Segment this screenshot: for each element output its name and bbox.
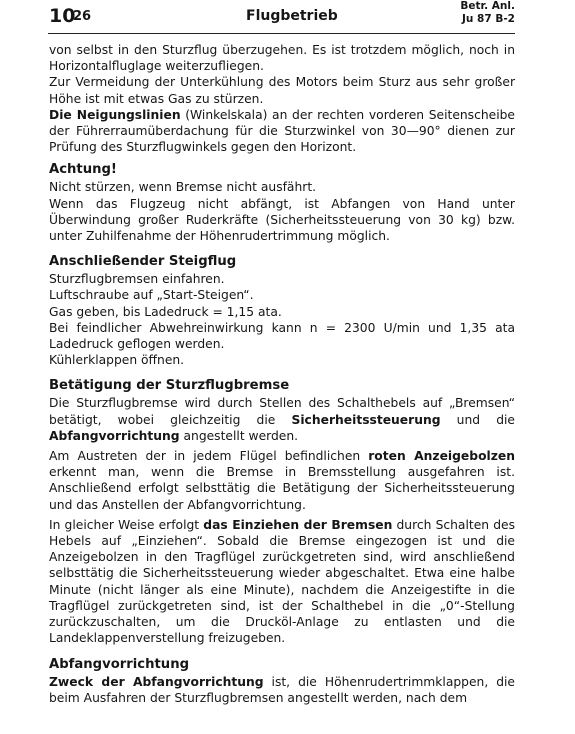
bold-term: Die Neigungslinien — [49, 107, 181, 122]
section-heading: Abfangvorrichtung — [49, 656, 190, 672]
section-heading: Anschließender Steigflug — [49, 254, 237, 270]
section-heading: Betätigung der Sturzflugbremse — [49, 378, 290, 394]
body-text — [49, 42, 515, 706]
paragraph: Die Sturzflugbremse wird durch Stellen des Schalthebels auf „Bremsen“ betätigt, wobei gleichzeitig die Sicherheitssteuerung und die Abfangvorrichtung angestellt werden. — [49, 396, 515, 443]
paragraph: Gas geben, bis Ladedruck = 1,15 ata. — [49, 304, 282, 319]
header-title: Flugbetrieb — [246, 8, 338, 24]
page-number: 10 — [49, 5, 76, 27]
section-heading: Achtung! — [49, 162, 117, 178]
paragraph: Am Austreten der in jedem Flügel befindlichen roten Anzeigebolzen erkennt man, wenn die Bremse in Bremsstellung ausgefahren ist. Anschließend erfolgt selbsttätig die Betätigung der Sicherheitssteuerung und das Anstellen der Abfangvorrichtung. — [49, 449, 515, 512]
paragraph: Luftschraube auf „Start-Steigen“. — [49, 288, 254, 303]
page-subnumber: 26 — [73, 9, 92, 24]
paragraph: Zur Vermeidung der Unterkühlung des Motors beim Sturz aus sehr großer Höhe ist mit etwas Gas zu stürzen. — [49, 75, 515, 106]
paragraph: Sturzflugbremsen einfahren. — [49, 272, 225, 287]
paragraph: von selbst in den Sturzflug überzugehen. Es ist trotzdem möglich, noch in Horizontalfluglage weiterzufliegen. — [49, 43, 515, 74]
paragraph: Wenn das Flugzeug nicht abfängt, ist Abfangen von Hand unter Überwindung großer Ruderkräfte (Sicherheitssteuerung von 30 kg) bzw. unter Zuhilfenahme der Höhenrudertrimmung möglich. — [49, 196, 515, 244]
header-reference-line1: Betr. Anl. — [460, 0, 515, 12]
header-reference-line2: Ju 87 B-2 — [462, 13, 515, 25]
header-rule — [48, 33, 515, 34]
paragraph: Zweck der Abfangvorrichtung ist, die Höhenrudertrimmklappen, die beim Ausfahren der Sturzflugbremsen angestellt werden, nach dem — [49, 674, 515, 705]
paragraph: Die Neigungslinien (Winkelskala) an der rechten vorderen Seitenscheibe der Führerraumüberdachung für die Sturzwinkel von 30—90° dienen zur Prüfung des Sturzflugwinkels gegen den Horizont. — [49, 107, 515, 155]
paragraph: Kühlerklappen öffnen. — [49, 353, 185, 368]
paragraph: Nicht stürzen, wenn Bremse nicht ausfährt. — [49, 180, 317, 195]
paragraph: In gleicher Weise erfolgt das Einziehen der Bremsen durch Schalten des Hebels auf „Einziehen“. Sobald die Bremse eingezogen ist und die Anzeigebolzen in den Tragflügel zurückgetreten sind, wird anschließend selbsttätig die Sicherheitssteuerung wieder abgeschaltet. Etwa eine halbe Minute (nicht länger als eine Minute), nachdem die Anzeigestifte in die Tragflügel zurückgetreten sind, ist der Schalthebel in die „0“-Stellung zurückzuschalten, um die Drucköl-Anlage zu entlasten und die Landeklappenverstellung freizugeben. — [49, 517, 515, 646]
paragraph: Bei feindlicher Abwehreinwirkung kann n = 2300 U/min und 1,35 ata Ladedruck geflogen werden. — [49, 320, 515, 352]
page-header — [0, 0, 575, 36]
